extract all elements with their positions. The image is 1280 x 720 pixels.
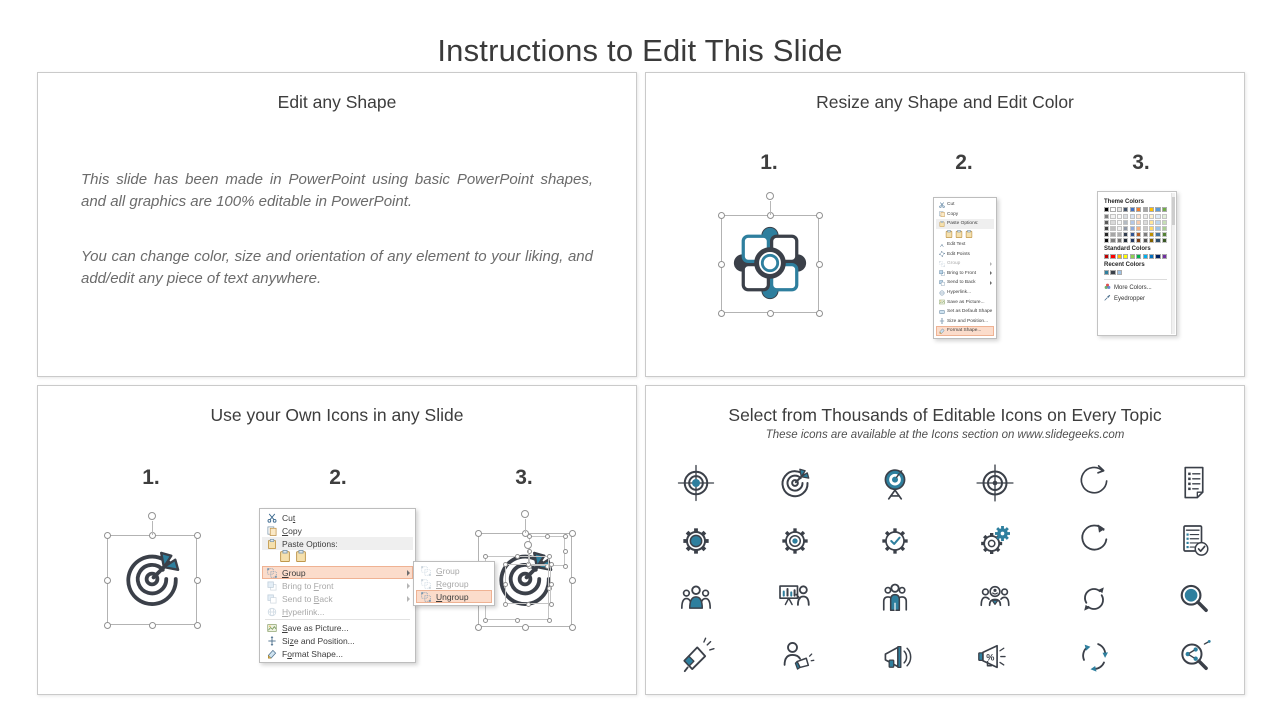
theme-tint-swatch[interactable]: [1162, 232, 1167, 237]
instructions-paragraph-2: You can change color, size and orientation of any element to your liking, and add/edit any piece of text anywhere.: [81, 248, 593, 287]
theme-color-swatch[interactable]: [1143, 207, 1148, 212]
theme-tint-swatch[interactable]: [1110, 214, 1115, 219]
menu-item-edit-text[interactable]: [936, 240, 994, 250]
standard-color-swatch[interactable]: [1143, 254, 1148, 259]
theme-tint-swatch[interactable]: [1149, 238, 1154, 243]
team-presenter-icon[interactable]: [773, 577, 817, 621]
theme-tint-swatch[interactable]: [1143, 232, 1148, 237]
theme-tint-swatch[interactable]: [1110, 226, 1115, 231]
group-icon: [419, 591, 432, 602]
submenu-arrow-icon: [407, 583, 410, 589]
theme-colors-label: Theme Colors: [1104, 199, 1145, 205]
front-icon: [938, 270, 945, 277]
menu-item-cut[interactable]: [262, 511, 413, 524]
menu-item-label: Hyperlink...: [282, 606, 325, 617]
paste-option-button[interactable]: [295, 549, 307, 567]
selection-handle[interactable]: [104, 532, 111, 539]
paste-options-row: [936, 229, 994, 240]
more-colors-item-label: More Colors...: [1114, 284, 1152, 291]
copy-icon: [938, 211, 945, 218]
menu-item-label: Cut: [947, 202, 955, 208]
selection-handle[interactable]: [547, 618, 552, 623]
menu-item-label: Format Shape...: [947, 328, 982, 334]
more-colors-item[interactable]: [1104, 282, 1167, 293]
theme-tint-swatch[interactable]: [1110, 220, 1115, 225]
theme-tint-swatch[interactable]: [1155, 232, 1160, 237]
menu-item-bring-to-front[interactable]: [936, 269, 994, 279]
menu-item-label: Paste Options:: [282, 538, 338, 549]
menu-item-regroup[interactable]: [416, 577, 492, 590]
menu-item-label: Ungroup: [436, 591, 469, 602]
submenu-arrow-icon: [407, 596, 410, 602]
theme-tint-swatch[interactable]: [1136, 214, 1141, 219]
hyperlink-icon: [938, 289, 945, 296]
theme-tint-swatch[interactable]: [1123, 238, 1128, 243]
back-icon: [265, 593, 278, 604]
menu-item-label: Copy: [282, 525, 302, 536]
selection-handle[interactable]: [515, 618, 520, 623]
menu-item-label: Save as Picture...: [282, 622, 349, 633]
theme-tint-swatch[interactable]: [1117, 232, 1122, 237]
context-menu-small: [933, 197, 997, 339]
paste-options-row: [262, 550, 413, 566]
theme-color-swatch[interactable]: [1104, 207, 1109, 212]
theme-tint-swatch[interactable]: [1117, 214, 1122, 219]
context-menu: [259, 508, 469, 663]
promo-megaphone-icon[interactable]: [973, 635, 1017, 679]
menu-separator: [265, 619, 410, 620]
paste-option-button[interactable]: [955, 225, 963, 243]
refresh-arrow-icon[interactable]: [1072, 519, 1116, 563]
menu-item-save-as-picture[interactable]: [262, 621, 413, 634]
standard-color-swatch[interactable]: [1110, 254, 1115, 259]
theme-tint-swatch[interactable]: [1130, 220, 1135, 225]
menu-item-label: Send to Back: [947, 280, 976, 286]
rotate-handle[interactable]: [525, 519, 526, 533]
selection-handle[interactable]: [526, 602, 531, 607]
instructions-paragraph-1: This slide has been made in PowerPoint using basic PowerPoint shapes, and all graphics are 100% editable in PowerPoint.: [81, 171, 593, 210]
theme-tint-swatch[interactable]: [1104, 220, 1109, 225]
standard-color-swatch[interactable]: [1162, 254, 1167, 259]
selection-handle[interactable]: [718, 212, 725, 219]
theme-tint-swatch[interactable]: [1136, 238, 1141, 243]
theme-color-swatch[interactable]: [1155, 207, 1160, 212]
front-icon: [265, 580, 278, 591]
theme-tint-swatch[interactable]: [1143, 226, 1148, 231]
panel-edit-any-shape: [37, 72, 637, 377]
icon-grid: [646, 454, 1244, 686]
selection-handle[interactable]: [569, 530, 576, 537]
menu-item-size-and-position[interactable]: [262, 634, 413, 647]
palette-divider: [1104, 279, 1167, 280]
theme-tint-swatch[interactable]: [1130, 214, 1135, 219]
theme-color-swatch[interactable]: [1123, 207, 1128, 212]
theme-tint-swatch[interactable]: [1117, 238, 1122, 243]
step-number-3: 3.: [1132, 151, 1150, 174]
quad-shape-graphic[interactable]: [723, 216, 817, 310]
selection-handle[interactable]: [563, 564, 568, 569]
submenu-arrow-icon: [407, 570, 410, 576]
panel-resize-edit-color: [645, 72, 1245, 377]
selected-shape-box[interactable]: [721, 215, 819, 313]
menu-item-edit-points[interactable]: [936, 249, 994, 259]
selection-handle[interactable]: [816, 310, 823, 317]
format-icon: [265, 648, 278, 659]
icon-library-subtitle: These icons are available at the Icons section on www.slidegeeks.com: [765, 429, 1125, 441]
theme-tint-swatch[interactable]: [1155, 238, 1160, 243]
back-icon: [938, 279, 945, 286]
panel-heading: Use your Own Icons in any Slide: [210, 405, 464, 425]
selection-handle[interactable]: [194, 532, 201, 539]
panel-icon-library: [645, 385, 1245, 695]
theme-tint-swatch[interactable]: [1117, 220, 1122, 225]
rotate-handle[interactable]: [770, 201, 771, 215]
color-picker-dropdown: [1097, 191, 1177, 336]
menu-item-label: Bring to Front: [947, 270, 977, 276]
menu-item-label: Bring to Front: [282, 580, 334, 591]
menu-item-copy[interactable]: [262, 524, 413, 537]
rotate-handle[interactable]: [152, 521, 153, 535]
selection-handle[interactable]: [563, 534, 568, 539]
group-icon: [419, 565, 432, 576]
standard-color-swatch[interactable]: [1149, 254, 1154, 259]
sub-selection-box[interactable]: [505, 564, 551, 604]
task-approved-icon[interactable]: [1172, 519, 1216, 563]
megaphone-side-icon[interactable]: [873, 635, 917, 679]
menu-item-hyperlink[interactable]: [936, 288, 994, 298]
clipboard-icon: [265, 538, 278, 549]
theme-tint-swatch[interactable]: [1117, 226, 1122, 231]
selection-handle[interactable]: [549, 562, 554, 567]
rotate-arrow-icon[interactable]: [1072, 461, 1116, 505]
target-dart-icon[interactable]: [773, 461, 817, 505]
selection-handle[interactable]: [483, 554, 488, 559]
gear-solid-icon[interactable]: [674, 519, 718, 563]
theme-tint-swatch[interactable]: [1104, 232, 1109, 237]
selected-icon-box[interactable]: [107, 535, 197, 625]
step-number-3: 3.: [515, 466, 533, 489]
paste-option-button[interactable]: [279, 549, 291, 567]
menu-item-label: Size and Position...: [282, 635, 355, 646]
gear-check-icon[interactable]: [873, 519, 917, 563]
cycle-arrows-icon[interactable]: [1072, 635, 1116, 679]
megaphone-icon[interactable]: [674, 635, 718, 679]
standard-color-swatch[interactable]: [1104, 254, 1109, 259]
team-group-icon[interactable]: [873, 577, 917, 621]
morecolors-icon: [1104, 283, 1111, 292]
theme-tint-swatch[interactable]: [1143, 220, 1148, 225]
selection-handle[interactable]: [569, 624, 576, 631]
standard-color-swatch[interactable]: [1136, 254, 1141, 259]
theme-tint-swatch[interactable]: [1149, 226, 1154, 231]
paste-option-button[interactable]: [945, 225, 953, 243]
theme-tint-swatch[interactable]: [1155, 214, 1160, 219]
person-announcement-icon[interactable]: [773, 635, 817, 679]
menu-item-ungroup[interactable]: [416, 590, 492, 603]
theme-tint-swatch[interactable]: [1104, 214, 1109, 219]
selection-handle[interactable]: [522, 624, 529, 631]
theme-tint-swatch[interactable]: [1136, 226, 1141, 231]
theme-tint-swatch[interactable]: [1104, 238, 1109, 243]
sizepos-icon: [265, 635, 278, 646]
selection-handle[interactable]: [194, 577, 201, 584]
scissors-icon: [265, 512, 278, 523]
panel-heading: Edit any Shape: [277, 92, 397, 112]
theme-tint-swatch[interactable]: [1110, 238, 1115, 243]
theme-color-swatch[interactable]: [1110, 207, 1115, 212]
menu-item-label: Format Shape...: [282, 648, 343, 659]
group-icon: [265, 567, 278, 578]
selection-handle[interactable]: [767, 310, 774, 317]
step-number-2: 2.: [955, 151, 973, 174]
dartboard-stand-icon[interactable]: [873, 461, 917, 505]
menu-item-label: Edit Points: [947, 251, 970, 257]
selection-handle[interactable]: [569, 577, 576, 584]
magnifier-icon[interactable]: [1172, 577, 1216, 621]
theme-tint-swatch[interactable]: [1123, 220, 1128, 225]
theme-tint-swatch[interactable]: [1130, 238, 1135, 243]
eyedropper-icon: [1104, 294, 1111, 303]
theme-tint-swatch[interactable]: [1149, 232, 1154, 237]
panel-heading: Select from Thousands of Editable Icons on Every Topic: [728, 405, 1162, 425]
standard-color-swatch[interactable]: [1117, 254, 1122, 259]
menu-item-label: Set as Default Shape: [947, 309, 993, 315]
theme-tint-swatch[interactable]: [1149, 220, 1154, 225]
scissors-icon: [938, 201, 945, 208]
menu-item-label: Copy: [947, 211, 959, 217]
theme-tint-swatch[interactable]: [1130, 232, 1135, 237]
theme-tint-swatch[interactable]: [1162, 220, 1167, 225]
menu-item-group[interactable]: [936, 259, 994, 269]
theme-tint-swatch[interactable]: [1149, 214, 1154, 219]
page-title: Instructions to Edit This Slide: [437, 32, 843, 68]
menu-item-save-as-picture[interactable]: [936, 297, 994, 307]
standard-color-swatch[interactable]: [1155, 254, 1160, 259]
menu-item-bring-to-front[interactable]: [262, 579, 413, 592]
theme-tint-swatch[interactable]: [1155, 220, 1160, 225]
menu-item-hyperlink[interactable]: [262, 605, 413, 618]
theme-tint-swatch[interactable]: [1136, 232, 1141, 237]
selection-handle[interactable]: [545, 534, 550, 539]
selection-handle[interactable]: [547, 554, 552, 559]
paste-option-button[interactable]: [965, 225, 973, 243]
menu-item-label: Send to Back: [282, 593, 333, 604]
menu-item-label: Save as Picture...: [947, 299, 985, 305]
search-insights-icon[interactable]: [1172, 635, 1216, 679]
svg-text:A: A: [939, 243, 943, 248]
step-number-2: 2.: [329, 466, 347, 489]
menu-item-size-and-position[interactable]: [936, 317, 994, 327]
selection-handle[interactable]: [515, 554, 520, 559]
selection-handle[interactable]: [149, 622, 156, 629]
recent-colors-label: Recent Colors: [1104, 262, 1145, 268]
standard-color-swatch[interactable]: [1130, 254, 1135, 259]
menu-item-label: Paste Options:: [947, 221, 979, 227]
recent-color-swatch[interactable]: [1110, 270, 1115, 275]
menu-item-copy[interactable]: [936, 210, 994, 220]
format-icon: [938, 327, 945, 334]
selection-handle[interactable]: [718, 261, 725, 268]
submenu-arrow-icon: [990, 281, 992, 285]
hyperlink-icon: [265, 606, 278, 617]
selection-handle[interactable]: [475, 624, 482, 631]
picture-icon: [938, 299, 945, 306]
menu-item-label: Group: [282, 567, 306, 578]
selection-handle[interactable]: [718, 310, 725, 317]
theme-tint-swatch[interactable]: [1155, 226, 1160, 231]
selection-handle[interactable]: [549, 602, 554, 607]
standard-color-swatch[interactable]: [1123, 254, 1128, 259]
theme-color-swatch[interactable]: [1130, 207, 1135, 212]
theme-tint-swatch[interactable]: [1136, 220, 1141, 225]
picture-icon: [265, 622, 278, 633]
theme-tint-swatch[interactable]: [1162, 238, 1167, 243]
checklist-doc-icon[interactable]: [1172, 461, 1216, 505]
eyedropper-item-label: Eyedropper: [1114, 295, 1146, 302]
step-number-1: 1.: [142, 466, 160, 489]
theme-tint-swatch[interactable]: [1162, 226, 1167, 231]
theme-tint-swatch[interactable]: [1104, 226, 1109, 231]
clipboard-icon: [938, 220, 945, 227]
theme-tint-swatch[interactable]: [1143, 238, 1148, 243]
panel-own-icons: [37, 385, 637, 695]
theme-tint-swatch[interactable]: [1130, 226, 1135, 231]
menu-item-label: Group: [947, 261, 961, 267]
theme-tint-swatch[interactable]: [1123, 214, 1128, 219]
menu-item-cut[interactable]: [936, 200, 994, 210]
menu-item-label: Regroup: [436, 578, 469, 589]
selection-handle[interactable]: [503, 582, 508, 587]
menu-item-set-as-default-shape[interactable]: [936, 307, 994, 317]
selection-handle[interactable]: [483, 618, 488, 623]
theme-color-swatch[interactable]: [1117, 207, 1122, 212]
selection-handle[interactable]: [503, 602, 508, 607]
theme-tint-swatch[interactable]: [1162, 214, 1167, 219]
double-gears-icon[interactable]: [973, 519, 1017, 563]
team-three-icon[interactable]: [674, 577, 718, 621]
selection-handle[interactable]: [503, 562, 508, 567]
standard-colors-label: Standard Colors: [1104, 245, 1151, 252]
menu-item-label: Group: [436, 565, 460, 576]
text-icon: [938, 241, 945, 248]
selection-handle[interactable]: [563, 549, 568, 554]
selection-handle[interactable]: [104, 622, 111, 629]
selection-handle[interactable]: [816, 261, 823, 268]
copy-icon: [265, 525, 278, 536]
menu-item-group[interactable]: [262, 566, 413, 579]
menu-item-send-to-back[interactable]: [262, 592, 413, 605]
theme-color-swatch[interactable]: [1136, 207, 1141, 212]
target-scope-icon[interactable]: [973, 461, 1017, 505]
target-dart-icon[interactable]: [114, 541, 190, 617]
menu-item-label: Hyperlink...: [947, 290, 971, 296]
recent-color-swatch[interactable]: [1117, 270, 1122, 275]
selection-handle[interactable]: [475, 530, 482, 537]
selection-handle[interactable]: [104, 577, 111, 584]
recent-color-swatch[interactable]: [1104, 270, 1109, 275]
submenu-arrow-icon: [990, 271, 992, 275]
submenu-arrow-icon: [990, 262, 992, 266]
selection-handle[interactable]: [194, 622, 201, 629]
team-discussion-icon[interactable]: [973, 577, 1017, 621]
menu-item-group[interactable]: [416, 564, 492, 577]
menu-item-label: Size and Position...: [947, 318, 989, 324]
theme-color-swatch[interactable]: [1149, 207, 1154, 212]
theme-tint-swatch[interactable]: [1123, 226, 1128, 231]
menu-item-format-shape[interactable]: [262, 647, 413, 660]
theme-tint-swatch[interactable]: [1110, 232, 1115, 237]
step-number-1: 1.: [760, 151, 778, 174]
menu-item-label: Edit Text: [947, 242, 966, 248]
rotate-handle[interactable]: [528, 550, 529, 564]
panel-heading: Resize any Shape and Edit Color: [816, 92, 1074, 112]
sync-arrows-icon[interactable]: [1072, 577, 1116, 621]
menu-item-label: Cut: [282, 512, 296, 523]
selection-handle[interactable]: [816, 212, 823, 219]
group-icon: [419, 578, 432, 589]
gear-core-icon[interactable]: [773, 519, 817, 563]
points-icon: [938, 251, 945, 258]
group-submenu: [413, 561, 495, 606]
group-icon: [938, 260, 945, 267]
defaultshape-icon: [938, 308, 945, 315]
theme-tint-swatch[interactable]: [1143, 214, 1148, 219]
eyedropper-item[interactable]: [1104, 293, 1167, 304]
theme-tint-swatch[interactable]: [1123, 232, 1128, 237]
menu-item-send-to-back[interactable]: [936, 278, 994, 288]
selection-handle[interactable]: [549, 582, 554, 587]
menu-item-format-shape[interactable]: [936, 326, 994, 336]
target-crosshair-icon[interactable]: [674, 461, 718, 505]
sizepos-icon: [938, 318, 945, 325]
theme-color-swatch[interactable]: [1162, 207, 1167, 212]
